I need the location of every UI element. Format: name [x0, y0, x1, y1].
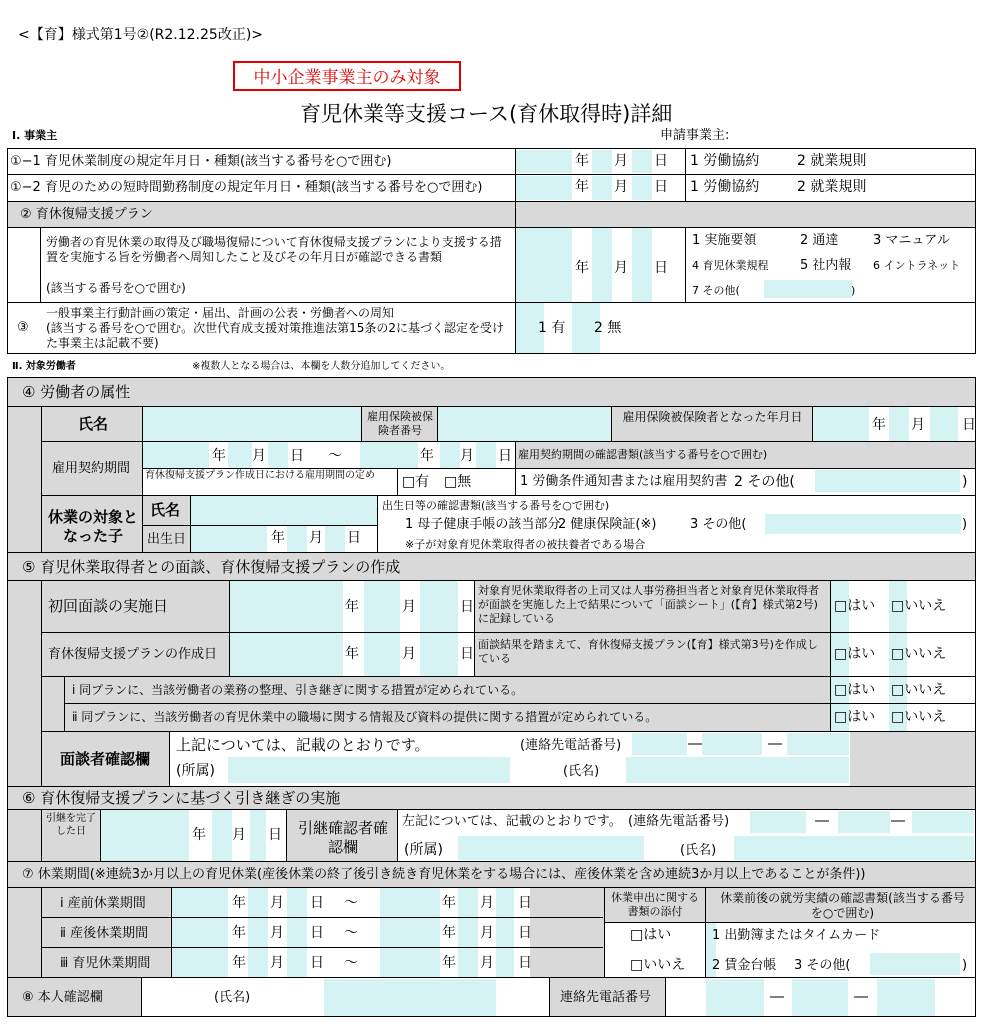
child-name-input[interactable] — [191, 496, 377, 525]
year-label: 年 — [575, 179, 589, 195]
tel-2-input[interactable] — [792, 979, 848, 1016]
option-manual[interactable]: 3 マニュアル — [873, 233, 950, 248]
worker-name-input[interactable] — [143, 407, 361, 441]
row-1-1-label: ①−1 育児休業制度の規定年月日・種類(該当する番号を○で囲む) — [10, 154, 392, 169]
month-label: 月 — [614, 153, 628, 169]
year-input[interactable] — [191, 526, 267, 552]
self-tel-label: 連絡先電話番号 — [560, 990, 652, 1005]
year-label: 年 — [345, 646, 359, 662]
year-label: 年 — [232, 895, 246, 911]
work-other-input[interactable] — [870, 953, 960, 975]
page-title: 育児休業等支援コース(育休取得時)詳細 — [300, 102, 673, 126]
year-input[interactable] — [813, 407, 869, 441]
option-maternity-book[interactable]: 1 母子健康手帳の該当部分 — [405, 517, 561, 532]
plan-description-check: 面談結果を踏まえて、育休復帰支援プラン(【育】様式第3号)を作成している — [478, 638, 818, 665]
day-label: 日 — [654, 260, 668, 276]
checkbox-no[interactable]: □いいえ — [630, 957, 686, 973]
section-5-title: ⑤ 育児休業取得者との面談、育休復帰支援プランの作成 — [22, 558, 401, 576]
dash: ― — [768, 736, 782, 752]
year-input[interactable] — [143, 442, 209, 468]
option-attendance[interactable]: 1 出勤簿またはタイムカード — [712, 928, 881, 943]
tilde: ～ — [344, 895, 358, 911]
month-label: 月 — [614, 260, 628, 276]
dash: ― — [770, 989, 784, 1005]
self-name-input[interactable] — [324, 979, 496, 1016]
checkbox-no[interactable]: □いいえ — [891, 682, 947, 698]
month-input[interactable] — [592, 228, 612, 302]
month-label: 月 — [460, 448, 474, 464]
section-2-note: ※複数人となる場合は、本欄を人数分追加してください。 — [192, 361, 451, 372]
year-label: 年 — [192, 827, 206, 843]
tel-1-input[interactable] — [632, 733, 687, 755]
month-input[interactable] — [287, 526, 307, 552]
section-1-title: Ⅰ. 事業主 — [12, 129, 58, 142]
year-input[interactable] — [360, 442, 418, 468]
section-7-title: ⑦ 休業期間(※連続3か月以上の育児休業(産後休業の終了後引き続き育児休業をする場合には、産後休業を含め連続3か月以上であることが条件)) — [22, 867, 866, 882]
section-2-header-bg — [8, 202, 975, 227]
employment-period-label: 雇用契約期間 — [52, 461, 131, 476]
day-input[interactable] — [632, 150, 652, 173]
birth-other-input[interactable] — [765, 514, 961, 534]
option-leave-rules[interactable]: 4 育児休業規程 — [692, 259, 769, 272]
dept-label: (所属) — [176, 763, 215, 779]
option-other[interactable]: 7 その他( — [692, 284, 740, 297]
month-label: 月 — [232, 827, 246, 843]
day-label: 日 — [518, 925, 532, 941]
section-2-title-label: Ⅱ. 対象労働者 — [12, 361, 76, 372]
section-3-note: (該当する番号を○で囲む。次世代育成支援対策推進法第15条の2に基づく認定を受けた事業主は記載不要) — [46, 321, 505, 350]
day-label: 日 — [310, 895, 324, 911]
option-contract-document[interactable]: 1 労働条件通知書または雇用契約書 — [520, 474, 728, 489]
checkbox-no[interactable]: □いいえ — [891, 646, 947, 662]
day-input[interactable] — [476, 442, 496, 468]
day-input[interactable] — [632, 176, 652, 200]
attachment-label: 休業申出に関する書類の添付 — [611, 891, 699, 918]
checkbox-no[interactable]: □いいえ — [891, 709, 947, 725]
child-name-label: 氏名 — [150, 501, 181, 519]
tel-3-input[interactable] — [877, 979, 935, 1016]
applicant-label: 申請事業主: — [660, 128, 730, 143]
contract-other-input[interactable] — [815, 470, 960, 492]
day-input[interactable] — [930, 407, 958, 441]
paren-close: ) — [962, 958, 968, 973]
day-label: 日 — [268, 827, 282, 843]
first-interview-description: 対象育児休業取得者の上司又は人事労務担当者と対象育児休業取得者が面談を実施した上で結果について「面談シート」(【育】様式第2号)に記録している — [478, 584, 819, 625]
option-health-card[interactable]: 2 健康保険証(※) — [558, 517, 657, 532]
month-label: 月 — [911, 417, 925, 433]
contract-confirm-label: 雇用契約期間の確認書類(該当する番号を○で囲む) — [518, 448, 768, 461]
checkbox-yes[interactable]: □はい — [834, 709, 876, 725]
year-label: 年 — [345, 599, 359, 615]
option-none[interactable]: □無 — [444, 474, 472, 490]
checker-name-input[interactable] — [734, 836, 974, 860]
day-label: 日 — [290, 448, 304, 464]
option-birth-other[interactable]: 3 その他( — [690, 517, 747, 532]
dash: ― — [854, 989, 868, 1005]
child-label: 休業の対象となった子 — [47, 508, 138, 545]
day-label: 日 — [518, 895, 532, 911]
day-label: 日 — [518, 955, 532, 971]
day-label: 日 — [498, 448, 512, 464]
day-label: 日 — [460, 599, 474, 615]
month-label: 月 — [480, 925, 494, 941]
month-label: 月 — [309, 530, 323, 546]
option-labor-agreement[interactable]: 1 労働協約 — [690, 179, 760, 195]
insurance-number-input[interactable] — [438, 407, 611, 441]
day-input[interactable] — [420, 633, 458, 676]
option-labor-agreement[interactable]: 1 労働協約 — [690, 153, 760, 169]
interviewer-statement: 上記については、記載のとおりです。 — [176, 736, 430, 754]
year-label: 年 — [232, 925, 246, 941]
section-2-title: ② 育休復帰支援プラン — [20, 207, 153, 222]
tel-1-input[interactable] — [706, 979, 764, 1016]
dash: ― — [688, 736, 702, 752]
paren-close: ) — [962, 517, 968, 532]
tel-3-input[interactable] — [912, 811, 974, 833]
birth-confirm-label: 出生日等の確認書類(該当する番号を○で囲む) — [382, 499, 610, 512]
plan-note: (該当する番号を○で囲む) — [46, 281, 186, 295]
year-label: 年 — [420, 448, 434, 464]
month-label: 月 — [480, 955, 494, 971]
plan-measure-ii: ⅱ 同プランに、当該労働者の育児休業中の職場に関する情報及び資料の提供に関する措置が定められている。 — [72, 710, 658, 724]
birth-note: ※子が対象育児休業取得者の被扶養者である場合 — [405, 538, 646, 551]
plan-description: 労働者の育児休業の取得及び職場復帰について育休復帰支援プランにより支援する措置を実施する旨を労働者へ周知したこと及びその年月日が確認できる書類 — [46, 235, 502, 264]
month-label: 月 — [270, 955, 284, 971]
month-label: 月 — [270, 925, 284, 941]
section-3-number: ③ — [17, 320, 29, 335]
tilde: ～ — [328, 448, 342, 464]
option-work-rules[interactable]: 2 就業規則 — [797, 153, 867, 169]
name-label: (氏名) — [680, 843, 717, 858]
handover-checker-label: 引継確認者確認欄 — [298, 819, 389, 856]
interviewer-name-input[interactable] — [626, 757, 849, 783]
insurance-number-label: 雇用保険被保険者番号 — [367, 410, 433, 437]
option-wage-ledger[interactable]: 2 賃金台帳 — [712, 958, 777, 973]
year-label: 年 — [212, 448, 226, 464]
year-label: 年 — [232, 955, 246, 971]
paren-close: ) — [851, 284, 856, 297]
month-label: 月 — [270, 895, 284, 911]
dept-input[interactable] — [228, 757, 510, 783]
year-input[interactable] — [230, 581, 343, 632]
month-input[interactable] — [228, 442, 252, 468]
tel-2-input[interactable] — [702, 733, 762, 755]
month-label: 月 — [480, 895, 494, 911]
plan-date-label: 育休復帰支援プランの作成日 — [48, 647, 218, 662]
year-input[interactable] — [230, 633, 343, 676]
year-input[interactable] — [516, 176, 572, 200]
month-label: 月 — [252, 448, 266, 464]
day-label: 日 — [654, 153, 668, 169]
childcare-leave-label: ⅲ 育児休業期間 — [60, 956, 151, 971]
month-input[interactable] — [592, 176, 612, 200]
checkbox-yes[interactable]: □はい — [834, 598, 876, 614]
plan-period-label: 育休復帰支援プラン作成日における雇用期間の定め — [145, 470, 375, 481]
option-work-rules[interactable]: 2 就業規則 — [797, 179, 867, 195]
year-label: 年 — [442, 955, 456, 971]
paren-close: ) — [962, 474, 968, 490]
year-input[interactable] — [516, 228, 572, 302]
checkbox-yes[interactable]: □はい — [834, 682, 876, 698]
day-label: 日 — [347, 530, 361, 546]
checkbox-yes[interactable]: □はい — [630, 927, 672, 943]
option-guideline[interactable]: 1 実施要領 — [692, 233, 757, 248]
year-label: 年 — [872, 417, 886, 433]
section-8-title: ⑧ 本人確認欄 — [22, 990, 103, 1005]
name-label: (氏名) — [563, 764, 600, 779]
month-label: 月 — [402, 599, 416, 615]
month-input[interactable] — [364, 633, 400, 676]
tilde: ～ — [344, 925, 358, 941]
year-label: 年 — [575, 260, 589, 276]
year-input[interactable] — [101, 810, 189, 861]
day-label: 日 — [460, 646, 474, 662]
option-no[interactable]: 2 無 — [594, 320, 622, 336]
year-label: 年 — [442, 895, 456, 911]
year-label: 年 — [271, 530, 285, 546]
day-input[interactable] — [250, 810, 266, 861]
postnatal-leave-label: ⅱ 産後休業期間 — [60, 926, 149, 941]
work-record-label: 休業前後の就労実績の確認書類(該当する番号を○で囲む) — [720, 891, 965, 920]
handover-statement: 左記については、記載のとおりです。 — [402, 814, 622, 829]
option-contract-other[interactable]: 2 その他( — [734, 474, 795, 490]
target-badge: 中小企業事業主のみ対象 — [233, 61, 461, 91]
option-yes[interactable]: 1 有 — [538, 320, 566, 336]
month-input[interactable] — [364, 581, 400, 632]
year-label: 年 — [575, 153, 589, 169]
dash: ― — [891, 813, 905, 829]
tilde: ～ — [344, 955, 358, 971]
month-label: 月 — [402, 646, 416, 662]
day-input[interactable] — [632, 228, 652, 302]
birth-label: 出生日 — [147, 532, 187, 547]
option-work-other[interactable]: 3 その他( — [794, 958, 851, 973]
plan-measure-i: ⅰ 同プランに、当該労働者の業務の整理、引き継ぎに関する措置が定められている。 — [72, 683, 524, 697]
month-input[interactable] — [440, 442, 460, 468]
day-label: 日 — [310, 955, 324, 971]
day-label: 日 — [654, 179, 668, 195]
dept-input[interactable] — [458, 836, 644, 860]
checkbox-no[interactable]: □いいえ — [891, 598, 947, 614]
option-notice[interactable]: 2 通達 — [800, 233, 839, 248]
option-has[interactable]: □有 — [402, 474, 430, 490]
month-input[interactable] — [889, 407, 909, 441]
section-3-text: 一般事業主行動計画の策定・届出、計画の公表・労働者への周知 — [46, 306, 395, 320]
handover-tel-label: (連絡先電話番号) — [628, 814, 730, 829]
form-id: <【育】様式第1号②(R2.12.25改正)> — [18, 27, 264, 43]
section-4-title: ④ 労働者の属性 — [22, 383, 131, 401]
handover-done-label: 引継を完了した日 — [46, 813, 96, 837]
prenatal-leave-label: ⅰ 産前休業期間 — [60, 896, 146, 911]
option-newsletter[interactable]: 5 社内報 — [800, 258, 852, 273]
month-label: 月 — [614, 179, 628, 195]
day-input[interactable] — [325, 526, 345, 552]
first-interview-label: 初回面談の実施日 — [48, 597, 169, 615]
tel-3-input[interactable] — [787, 733, 849, 755]
day-input[interactable] — [268, 442, 288, 468]
interviewer-label: 面談者確認欄 — [60, 750, 151, 768]
section-6-title: ⑥ 育休復帰支援プランに基づく引き継ぎの実施 — [22, 789, 341, 807]
year-input[interactable] — [516, 150, 572, 173]
tel-1-input[interactable] — [750, 811, 806, 833]
year-label: 年 — [442, 925, 456, 941]
interviewer-tel-label: (連絡先電話番号) — [520, 738, 622, 753]
name-label: 氏名 — [78, 415, 109, 433]
row-1-2-label: ①−2 育児のための短時間勤務制度の規定年月日・種類(該当する番号を○で囲む) — [10, 180, 483, 195]
other-input[interactable] — [764, 280, 852, 298]
day-label: 日 — [962, 417, 976, 433]
tel-2-input[interactable] — [838, 811, 890, 833]
month-input[interactable] — [592, 150, 612, 173]
checkbox-yes[interactable]: □はい — [834, 646, 876, 662]
day-label: 日 — [310, 925, 324, 941]
dash: ― — [815, 813, 829, 829]
month-input[interactable] — [212, 810, 232, 861]
dept-label: (所属) — [404, 842, 443, 858]
option-intranet[interactable]: 6 イントラネット — [873, 259, 961, 272]
day-input[interactable] — [420, 581, 458, 632]
name-label: (氏名) — [214, 990, 251, 1005]
insurance-date-label: 雇用保険被保険者となった年月日 — [622, 410, 803, 424]
